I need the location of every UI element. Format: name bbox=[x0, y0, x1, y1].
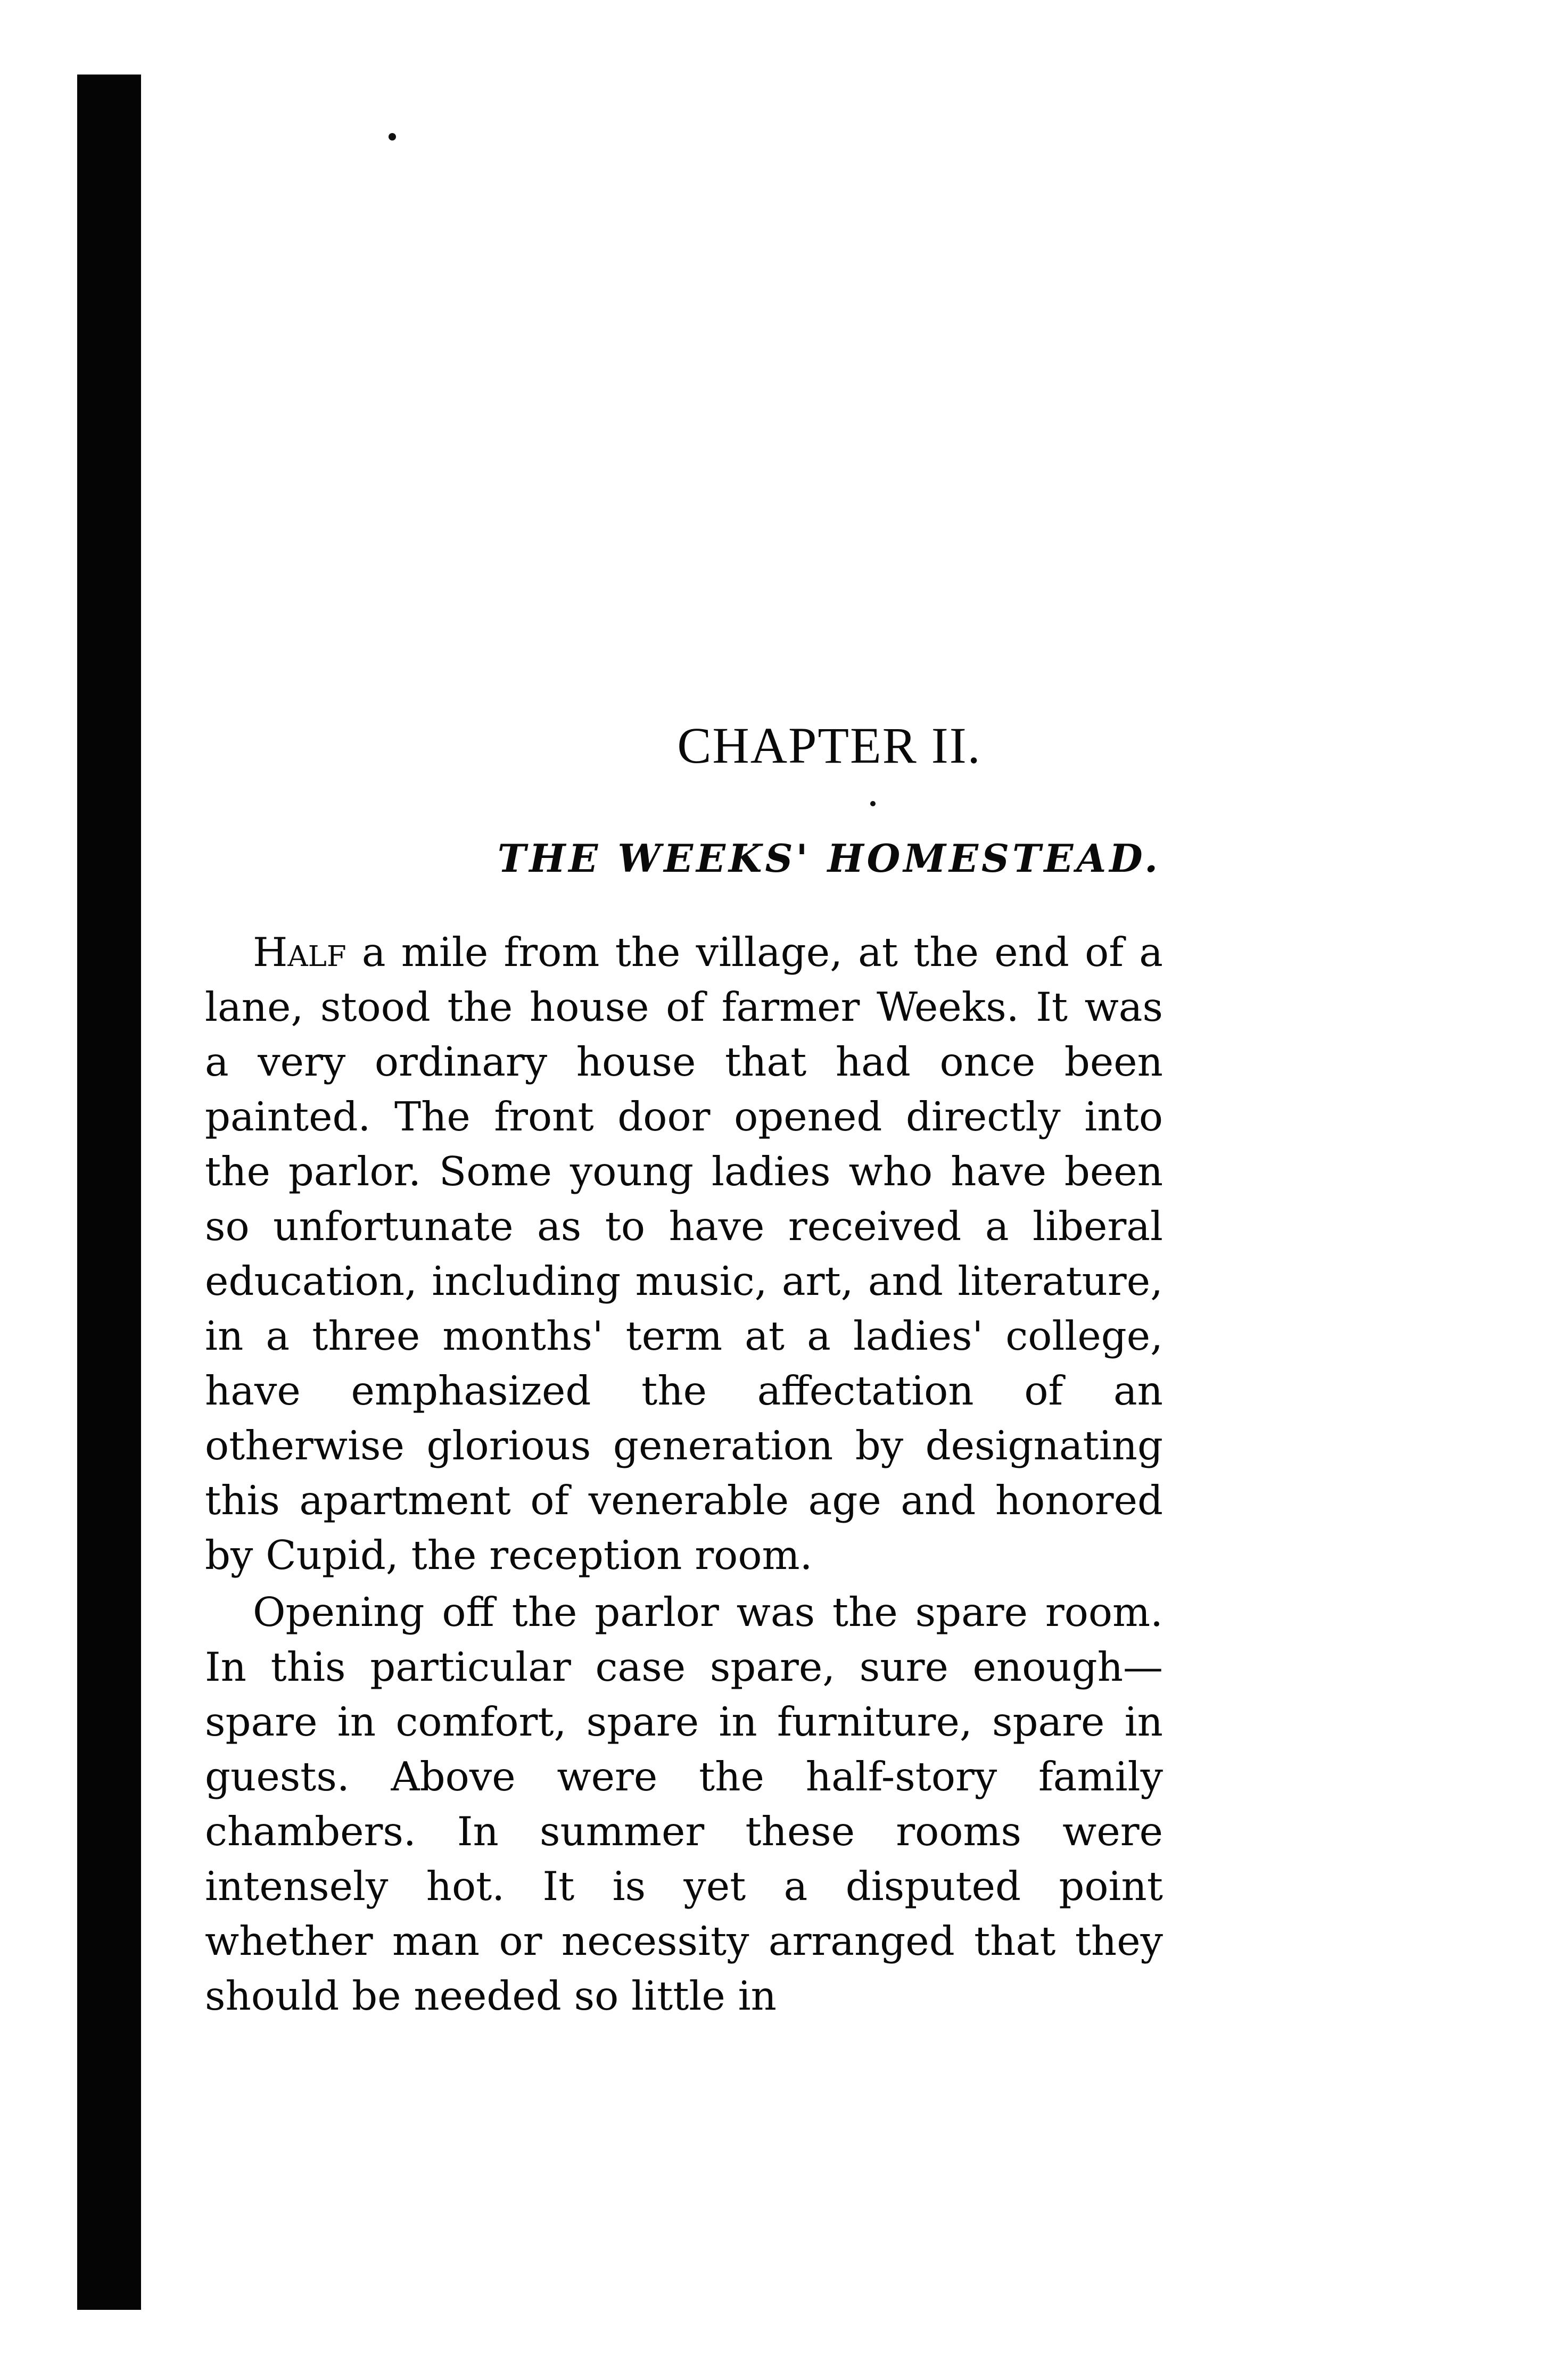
chapter-subtitle: THE WEEKS' HOMESTEAD. bbox=[497, 836, 1161, 881]
paragraph-lead-word: Half bbox=[253, 929, 346, 976]
paragraph bbox=[205, 1585, 1163, 2024]
ink-speck bbox=[870, 801, 876, 806]
chapter-heading: CHAPTER II. bbox=[677, 717, 981, 774]
paragraph-text: Opening off the parlor was the spare room. In this particular case spare, sure enough—spare in comfort, spare in furniture, spare in guests. Above were the half-story family chambers. In summer these rooms were intensely hot. It is yet a disputed point whether man or necessity arranged that they should be needed so little in bbox=[205, 1589, 1163, 2019]
paragraph bbox=[205, 925, 1163, 1583]
page-binding-edge bbox=[77, 75, 141, 2310]
ink-speck bbox=[389, 133, 396, 141]
paragraph-text: a mile from the village, at the end of a lane, stood the house of farmer Weeks. It was a very ordinary house that had once been painted. The front door opened directly into the parlor. Some young ladies who have been so unfortunate as to have received a liberal education, including music, art, and literature, in a three months' term at a ladies' college, have emphasized the affectation of an otherwise glorious generation by designating this apartment of venerable age and honored by Cupid, the reception room. bbox=[205, 929, 1163, 1579]
body-text bbox=[205, 925, 1163, 2026]
